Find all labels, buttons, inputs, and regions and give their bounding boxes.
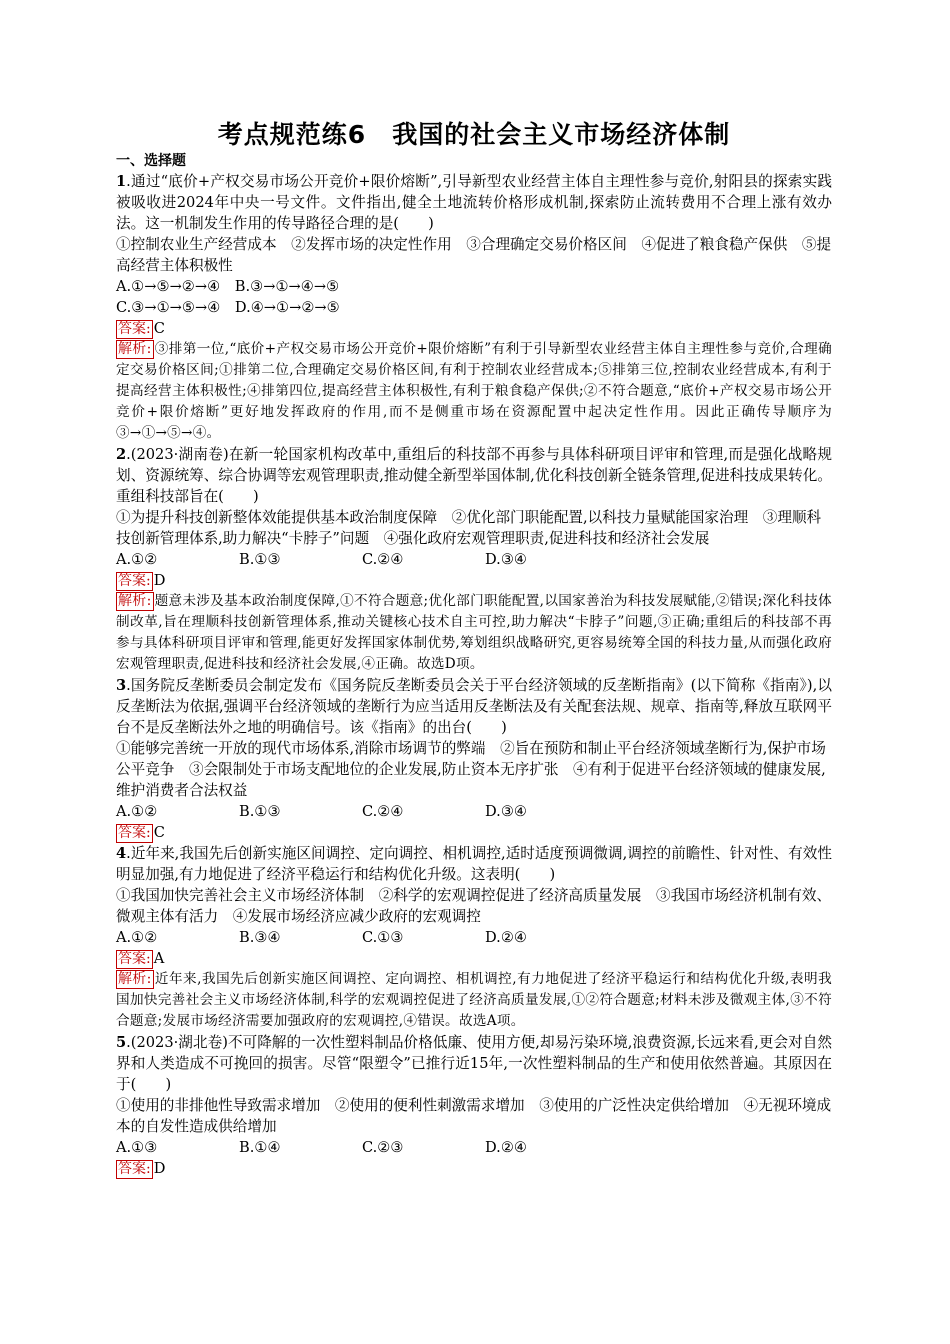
question-1 <box>116 171 832 444</box>
option-row <box>116 927 832 948</box>
question-number: 2 <box>116 446 127 463</box>
question-statements: ①为提升科技创新整体效能提供基本政治制度保障 ②优化部门职能配置,以科技力量赋能国家治理 ③理顺科技创新管理体系,助力解决“卡脖子”问题 ④强化政府宏观管理职责,促进科技和经济社会发展 <box>116 509 822 547</box>
option-pair: A.①→⑤→②→④ B.③→①→④→⑤ <box>116 278 340 295</box>
option-c: C.①③ <box>362 929 404 946</box>
analysis-tag: 解析: <box>118 341 152 357</box>
question-number: 4 <box>116 845 127 862</box>
question-number: 3 <box>116 677 127 694</box>
answer-tag: 答案: <box>118 573 151 589</box>
question-statements: ①控制农业生产经营成本 ②发挥市场的决定性作用 ③合理确定交易价格区间 ④促进了粮食稳产保供 ⑤提高经营主体积极性 <box>116 236 832 274</box>
answer-value: D <box>153 1160 166 1177</box>
analysis-text: 题意未涉及基本政治制度保障,①不符合题意;优化部门职能配置,以国家善治为科技发展赋能,②错误;深化科技体制改革,旨在理顺科技创新管理体系,推动关键核心技术自主可控,助力解决“卡脖子”问题,③正确;重组后的科技部不再参与具体科研项目评审和管理,能更好发挥国家体制优势,筹划组织战略研究,更容易统筹全国的科技力量,从而强化政府宏观管理职责,促进科技和经济社会发展,④正确。故选D项。 <box>116 593 832 672</box>
option-d: D.②④ <box>485 1139 527 1156</box>
option-b: B.③④ <box>239 929 281 946</box>
analysis-tag: 解析: <box>118 593 152 609</box>
answer-line <box>116 948 832 969</box>
option-d: D.③④ <box>485 803 527 820</box>
answer-value: C <box>153 320 165 337</box>
question-5 <box>116 1032 832 1179</box>
option-c: C.②③ <box>362 1139 404 1156</box>
question-stem: 4.近年来,我国先后创新实施区间调控、定向调控、相机调控,适时适度预调微调,调控的前瞻性、针对性、有效性明显加强,有力地促进了经济平稳运行和结构优化升级。这表明( ) <box>116 845 832 883</box>
analysis-text: ③排第一位,“底价+产权交易市场公开竞价+限价熔断”有利于引导新型农业经营主体自主理性参与竞价,合理确定交易价格区间;①排第二位,合理确定交易价格区间,有利于控制农业经营成本;⑤排第三位,控制农业经营成本,有利于提高经营主体积极性;④排第四位,提高经营主体积极性,有利于粮食稳产保供;②不符合题意,“底价+产权交易市场公开竞价+限价熔断”更好地发挥政府的作用,而不是侧重市场在资源配置中起决定性作用。因此正确传导顺序为③→①→⑤→④。 <box>116 341 832 441</box>
answer-value: D <box>153 572 166 589</box>
answer-line <box>116 318 832 339</box>
option-d: D.③④ <box>485 551 527 568</box>
analysis-line <box>116 339 832 444</box>
analysis-line <box>116 969 832 1032</box>
option-row <box>116 297 832 318</box>
question-statements: ①我国加快完善社会主义市场经济体制 ②科学的宏观调控促进了经济高质量发展 ③我国市场经济机制有效、微观主体有活力 ④发展市场经济应减少政府的宏观调控 <box>116 887 832 925</box>
option-row <box>116 549 832 570</box>
answer-line <box>116 1158 832 1179</box>
question-4 <box>116 843 832 1032</box>
answer-line <box>116 822 832 843</box>
question-number: 5 <box>116 1034 127 1051</box>
answer-value: C <box>153 824 165 841</box>
question-stem: 3.国务院反垄断委员会制定发布《国务院反垄断委员会关于平台经济领域的反垄断指南》(以下简称《指南》),以反垄断法为依据,强调平台经济领域的垄断行为应当适用反垄断法及有关配套法规、规章、指南等,释放互联网平台不是反垄断法外之地的明确信号。该《指南》的出台( ) <box>116 677 832 736</box>
answer-value: A <box>153 950 165 967</box>
analysis-line <box>116 591 832 675</box>
option-b: B.①③ <box>239 803 281 820</box>
answer-tag: 答案: <box>118 321 151 337</box>
question-stem: 5.(2023·湖北卷)不可降解的一次性塑料制品价格低廉、使用方便,却易污染环境,浪费资源,长远来看,更会对自然界和人类造成不可挽回的损害。尽管“限塑令”已推行近15年,一次性塑料制品的生产和使用依然普遍。其原因在于( ) <box>116 1034 832 1093</box>
answer-tag: 答案: <box>118 825 151 841</box>
analysis-text: 近年来,我国先后创新实施区间调控、定向调控、相机调控,有力地促进了经济平稳运行和结构优化升级,表明我国加快完善社会主义市场经济体制,科学的宏观调控促进了经济高质量发展,①②符合题意;材料未涉及微观主体,③不符合题意;发展市场经济需要加强政府的宏观调控,④错误。故选A项。 <box>116 971 832 1029</box>
question-stem: 1.通过“底价+产权交易市场公开竞价+限价熔断”,引导新型农业经营主体自主理性参与竞价,射阳县的探索实践被吸收进2024年中央一号文件。文件指出,健全土地流转价格形成机制,探索防止流转费用不合理上涨有效办法。这一机制发生作用的传导路径合理的是( ) <box>116 173 832 232</box>
option-d: D.②④ <box>485 929 527 946</box>
option-c: C.②④ <box>362 551 404 568</box>
question-statements: ①使用的非排他性导致需求增加 ②使用的便利性刺激需求增加 ③使用的广泛性决定供给增加 ④无视环境成本的自发性造成供给增加 <box>116 1097 832 1135</box>
question-3 <box>116 675 832 843</box>
option-c: C.②④ <box>362 803 404 820</box>
analysis-tag: 解析: <box>118 971 152 987</box>
option-a: A.①② <box>116 929 158 946</box>
answer-line <box>116 570 832 591</box>
option-row <box>116 801 832 822</box>
option-a: A.①② <box>116 803 158 820</box>
option-a: A.①② <box>116 551 158 568</box>
page-title: 考点规范练6 我国的社会主义市场经济体制 <box>217 120 731 149</box>
question-number: 1 <box>116 173 127 190</box>
question-stem: 2.(2023·湖南卷)在新一轮国家机构改革中,重组后的科技部不再参与具体科研项目评审和管理,而是强化战略规划、资源统筹、综合协调等宏观管理职责,推动健全新型举国体制,优化科技创新全链条管理,促进科技成果转化。重组科技部旨在( ) <box>116 446 832 505</box>
answer-tag: 答案: <box>118 1161 151 1177</box>
option-a: A.①③ <box>116 1139 158 1156</box>
answer-tag: 答案: <box>118 951 151 967</box>
question-statements: ①能够完善统一开放的现代市场体系,消除市场调节的弊端 ②旨在预防和制止平台经济领域垄断行为,保护市场公平竞争 ③会限制处于市场支配地位的企业发展,防止资本无序扩张 ④有利于促进平台经济领域的健康发展,维护消费者合法权益 <box>116 740 826 799</box>
section-heading: 一、选择题 <box>116 153 186 169</box>
option-b: B.①③ <box>239 551 281 568</box>
option-row <box>116 276 832 297</box>
option-row <box>116 1137 832 1158</box>
question-2 <box>116 444 832 675</box>
document-page <box>116 118 832 1179</box>
option-b: B.①④ <box>239 1139 281 1156</box>
option-pair: C.③→①→⑤→④ D.④→①→②→⑤ <box>116 299 340 316</box>
